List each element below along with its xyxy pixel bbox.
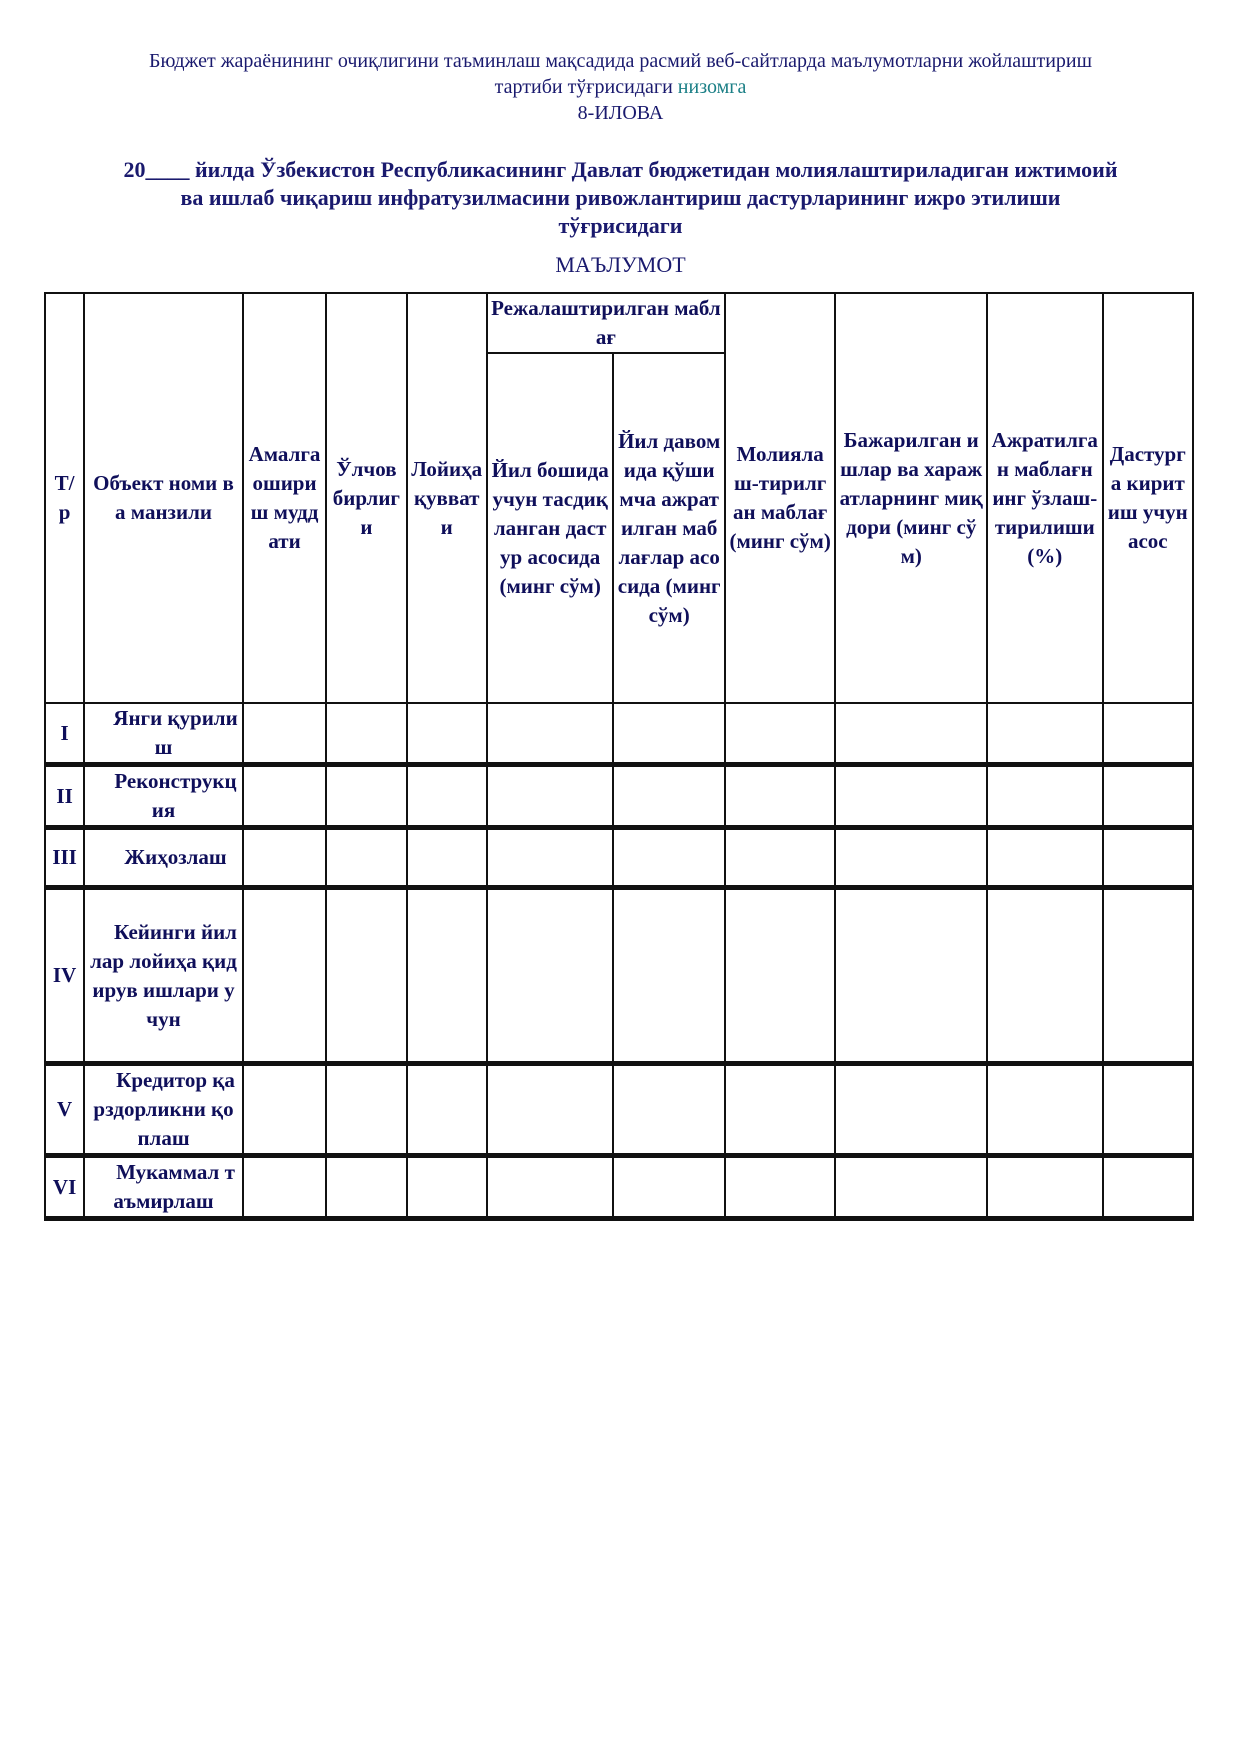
- header-line-2-text: тартиби тўғрисидаги: [494, 76, 673, 98]
- table-row: [45, 1156, 1193, 1219]
- table-cell: [835, 703, 987, 765]
- table-cell: [613, 828, 724, 888]
- table-row: [45, 828, 1193, 888]
- col-header-completed-works: Бажарилган ишлар ва харажатларнинг миқдори (минг сўм): [835, 293, 987, 703]
- document-header: [40, 48, 1201, 126]
- table-cell: [407, 828, 487, 888]
- col-header-term: Амалга ошириш муддати: [243, 293, 326, 703]
- table-cell: [243, 765, 326, 828]
- regulation-link[interactable]: низомга: [677, 76, 747, 98]
- table-row: [45, 888, 1193, 1064]
- table-row: [45, 1064, 1193, 1156]
- col-header-capacity: Лойиҳа қуввати: [407, 293, 487, 703]
- table-cell: [835, 828, 987, 888]
- table-cell: [725, 765, 835, 828]
- table-cell: [725, 1064, 835, 1156]
- table-cell: [987, 765, 1103, 828]
- row-object-name-text: Кредитор қарздорликни қоплаш: [93, 1068, 235, 1150]
- row-number: II: [45, 765, 84, 828]
- table-cell: [1103, 765, 1193, 828]
- row-object-name-text: Мукаммал таъмирлаш: [113, 1160, 235, 1213]
- table-cell: [407, 1156, 487, 1219]
- table-cell: [1103, 1064, 1193, 1156]
- table-cell: [725, 888, 835, 1064]
- table-cell: [243, 828, 326, 888]
- table-cell: [326, 1064, 406, 1156]
- table-cell: [613, 703, 724, 765]
- header-line-2: [40, 74, 1201, 100]
- row-number: V: [45, 1064, 84, 1156]
- table-cell: [987, 1064, 1103, 1156]
- table-cell: [407, 1064, 487, 1156]
- table-cell: [987, 888, 1103, 1064]
- col-header-basis: Дастурга киритиш учун асос: [1103, 293, 1193, 703]
- table-cell: [407, 888, 487, 1064]
- table-cell: [613, 1156, 724, 1219]
- table-cell: [326, 703, 406, 765]
- table-cell: [613, 888, 724, 1064]
- row-object-name: [84, 888, 243, 1064]
- title-line-3: тўғрисидаги: [558, 213, 683, 238]
- row-object-name: [84, 703, 243, 765]
- table-cell: [487, 1156, 614, 1219]
- report-table: [44, 292, 1194, 1221]
- row-object-name-text: Реконструкция: [114, 769, 237, 822]
- row-number: III: [45, 828, 84, 888]
- title-line-1: 20____ йилда Ўзбекистон Республикасининг Давлат бюджетидан молиялаштириладиган ижтимоий: [123, 157, 1118, 182]
- table-cell: [725, 1156, 835, 1219]
- table-cell: [487, 828, 614, 888]
- document-title: [40, 156, 1201, 240]
- table-row: [45, 765, 1193, 828]
- table-cell: [725, 828, 835, 888]
- row-object-name: [84, 1156, 243, 1219]
- table-cell: [835, 888, 987, 1064]
- table-cell: [487, 765, 614, 828]
- table-cell: [326, 1156, 406, 1219]
- document-subtitle: МАЪЛУМОТ: [555, 252, 686, 277]
- table-cell: [1103, 703, 1193, 765]
- table-cell: [487, 703, 614, 765]
- table-cell: [326, 888, 406, 1064]
- table-cell: [243, 1064, 326, 1156]
- col-header-object-name: Объект номи ва манзили: [84, 293, 243, 703]
- table-cell: [243, 703, 326, 765]
- table-cell: [487, 888, 614, 1064]
- table-cell: [835, 1156, 987, 1219]
- table-cell: [243, 888, 326, 1064]
- title-line-2: ва ишлаб чиқариш инфратузилмасини ривожлантириш дастурларининг ижро этилиши: [180, 185, 1061, 210]
- table-cell: [835, 1064, 987, 1156]
- header-line-1: Бюджет жараёнининг очиқлигини таъминлаш мақсадида расмий веб-сайтларда маълумотларни жойлаштириш: [148, 50, 1093, 72]
- row-object-name: [84, 765, 243, 828]
- row-number: IV: [45, 888, 84, 1064]
- col-header-financed: Молиялаш-тирилган маблағ (минг сўм): [725, 293, 835, 703]
- table-cell: [326, 765, 406, 828]
- table-cell: [725, 703, 835, 765]
- table-cell: [1103, 888, 1193, 1064]
- appendix-label: 8-ИЛОВА: [577, 102, 664, 124]
- table-cell: [1103, 828, 1193, 888]
- table-cell: [1103, 1156, 1193, 1219]
- col-header-unit: Ўлчов бирлиги: [326, 293, 406, 703]
- col-header-absorption: Ажратилган маблағнинг ўзлаш-тирилиши (%): [987, 293, 1103, 703]
- table-cell: [987, 703, 1103, 765]
- table-cell: [243, 1156, 326, 1219]
- col-header-number: Т/р: [45, 293, 84, 703]
- col-header-planned-added: Йил давомида қўшимча ажратилган маблағлар асосида (минг сўм): [613, 353, 724, 703]
- table-cell: [407, 765, 487, 828]
- row-object-name-text: Жиҳозлаш: [124, 845, 227, 869]
- table-cell: [487, 1064, 614, 1156]
- table-cell: [326, 828, 406, 888]
- table-cell: [987, 1156, 1103, 1219]
- row-object-name-text: Янги қурилиш: [113, 706, 238, 759]
- table-cell: [613, 1064, 724, 1156]
- row-number: I: [45, 703, 84, 765]
- row-object-name-text: Кейинги йиллар лойиҳа қидирув ишлари учун: [90, 919, 237, 1031]
- table-cell: [987, 828, 1103, 888]
- table-cell: [835, 765, 987, 828]
- table-cell: [407, 703, 487, 765]
- table-cell: [613, 765, 724, 828]
- col-header-planned-start: Йил бошида учун тасдиқланган дастур асосида (минг сўм): [487, 353, 614, 703]
- row-object-name: [84, 1064, 243, 1156]
- row-number: VI: [45, 1156, 84, 1219]
- col-header-planned-funds: Режалаштирилган маблағ: [487, 293, 725, 353]
- row-object-name: [84, 828, 243, 888]
- table-row: [45, 703, 1193, 765]
